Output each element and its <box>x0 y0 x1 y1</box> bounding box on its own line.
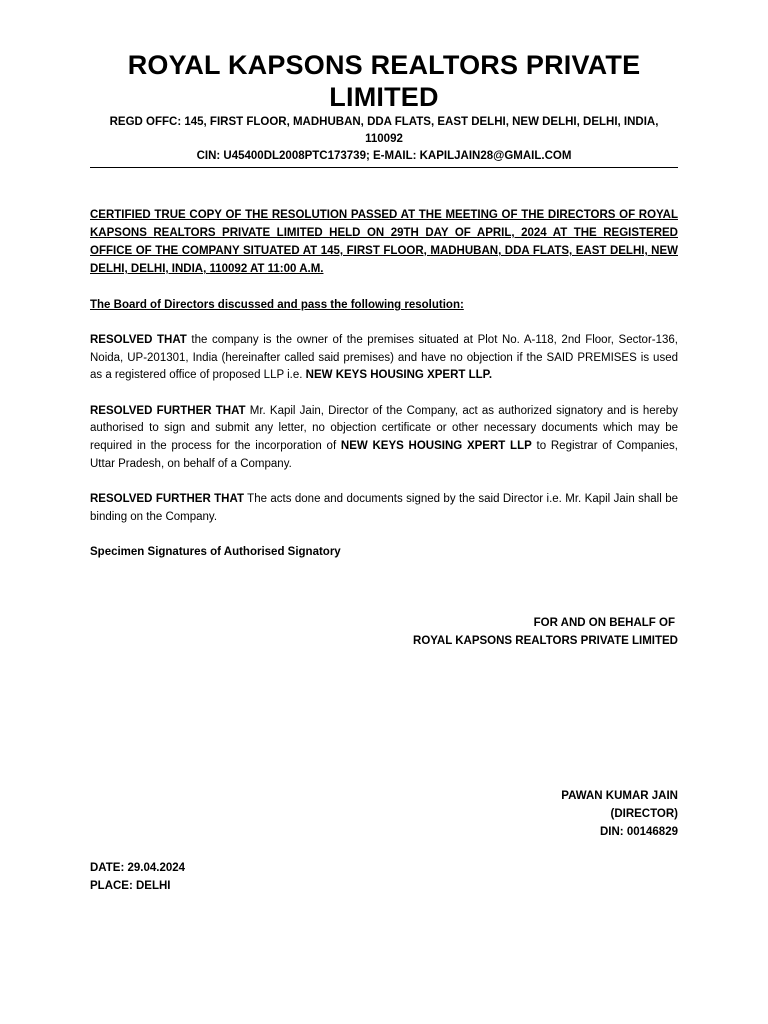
company-name-heading: ROYAL KAPSONS REALTORS PRIVATE LIMITED <box>127 50 641 112</box>
board-discussion-line: The Board of Directors discussed and pass the following resolution: <box>90 299 464 311</box>
header-divider <box>90 167 678 168</box>
resolution-paragraph-1 <box>90 332 678 385</box>
resolution-paragraph-3-text: The acts done and documents signed by the said Director i.e. Mr. Kapil Jain shall be binding on the Company. <box>90 493 678 523</box>
resolution-paragraph-2-end: to Registrar of Companies, Uttar Pradesh, on behalf of a Company. <box>90 439 678 470</box>
signatory-block <box>90 787 678 841</box>
llp-name-bold: NEW KEYS HOUSING XPERT LLP. <box>305 369 493 382</box>
date-place-block <box>90 859 678 895</box>
resolution-paragraph-1-text: the company is the owner of the premises situated at Plot No. A-118, 2nd Floor, Sector-136, Noida, UP-201301, India (hereinafter called said premises) and have no objection if the SAID PREMISES is used as a registered office of proposed LLP i.e. <box>90 334 678 382</box>
signatory-role: (DIRECTOR) <box>610 808 678 821</box>
on-behalf-line: FOR AND ON BEHALF OF <box>533 617 675 630</box>
on-behalf-block <box>90 614 678 650</box>
on-behalf-company: ROYAL KAPSONS REALTORS PRIVATE LIMITED <box>413 635 678 648</box>
llp-name-bold: NEW KEYS HOUSING XPERT LLP <box>340 439 532 452</box>
resolved-that-lead: RESOLVED THAT <box>90 334 187 346</box>
signatory-din: DIN: 00146829 <box>600 826 678 839</box>
registered-office-address: REGD OFFC: 145, FIRST FLOOR, MADHUBAN, DDA FLATS, EAST DELHI, NEW DELHI, DELHI, INDIA, 110092 <box>109 116 659 145</box>
resolution-paragraph-2-text: Mr. Kapil Jain, Director of the Company, act as authorized signatory and is hereby authorised to sign and submit any letter, no objection certificate or other necessary documents which may be required in the process for the incorporation of <box>90 404 678 452</box>
document-date: DATE: 29.04.2024 <box>90 862 186 875</box>
cin-email-line: CIN: U45400DL2008PTC173739; E-MAIL: KAPILJAIN28@GMAIL.COM <box>196 150 572 162</box>
resolved-further-lead: RESOLVED FURTHER THAT <box>90 404 246 417</box>
specimen-signatures-label: Specimen Signatures of Authorised Signatory <box>90 546 341 559</box>
resolution-paragraph-3 <box>90 491 678 526</box>
resolution-title: CERTIFIED TRUE COPY OF THE RESOLUTION PASSED AT THE MEETING OF THE DIRECTORS OF ROYAL KAPSONS REALTORS PRIVATE LIMITED HELD ON 29TH DAY OF APRIL, 2024 AT THE REGISTERED OFFICE OF THE COMPANY SITUATED AT 145, FIRST FLOOR, MADHUBAN, DDA FLATS, EAST DELHI, NEW DELHI, DELHI, INDIA, 110092 AT 11:00 A.M. <box>90 209 678 275</box>
signatory-name: PAWAN KUMAR JAIN <box>561 790 678 803</box>
resolved-further-lead: RESOLVED FURTHER THAT <box>90 493 244 506</box>
resolution-paragraph-2 <box>90 403 678 473</box>
document-place: PLACE: DELHI <box>90 880 171 893</box>
